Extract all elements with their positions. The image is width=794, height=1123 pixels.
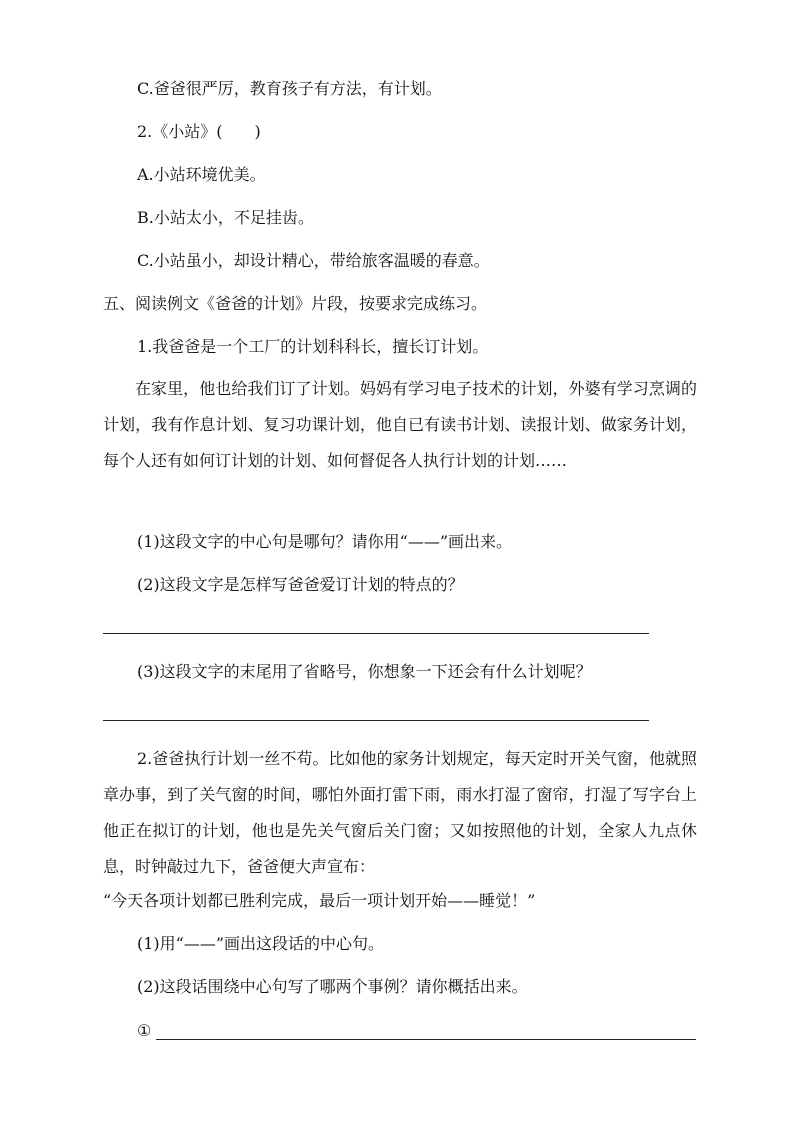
part2-paragraph: 2.爸爸执行计划一丝不苟。比如他的家务计划规定，每天定时开关气窗，他就照章办事，到了关气窗的时间，哪怕外面打雷下雨，雨水打湿了窗帘，打湿了写字台上他正在拟订的计划，他也是先关气窗后关门窗；又如按照他的计划，全家人九点休息，时钟敲过九下，爸爸便大声宣布： xyxy=(103,749,697,876)
part1-question-3: (3)这段文字的末尾用了省略号，你想象一下还会有什么计划呢？ xyxy=(137,662,592,681)
part1-lead-sentence: 1.我爸爸是一个工厂的计划科科长，擅长订计划。 xyxy=(137,337,489,356)
answer-line-q2[interactable] xyxy=(103,633,649,634)
part1-paragraph: 在家里，他也给我们订了计划。妈妈有学习电子技术的计划，外婆有学习烹调的计划，我有作息计划、复习功课计划，他自已有读书计划、读报计划、做家务计划，每个人还有如何订计划的计划、如何督促各人执行计划的计划…… xyxy=(103,379,697,470)
section-five-heading: 五、阅读例文《爸爸的计划》片段，按要求完成练习。 xyxy=(103,294,488,313)
option-c-station: C.小站虽小，却设计精心，带给旅客温暖的春意。 xyxy=(137,251,490,270)
answer-line-q3[interactable] xyxy=(103,720,649,721)
item-2-title: 2.《小站》( ) xyxy=(137,122,261,141)
part2-question-1: (1)用“——”画出这段话的中心句。 xyxy=(137,934,385,953)
answer-line-example-1[interactable] xyxy=(156,1039,696,1040)
part2-question-2: (2)这段话围绕中心句写了哪两个事例？请你概括出来。 xyxy=(137,977,528,996)
part1-question-1: (1)这段文字的中心句是哪句？请你用“——”画出来。 xyxy=(137,532,513,551)
answer-marker-1: ① xyxy=(137,1021,152,1040)
option-c-father: C.爸爸很严厉，教育孩子有方法，有计划。 xyxy=(137,79,442,98)
option-a-station: A.小站环境优美。 xyxy=(137,165,266,184)
part2-quote: “今天各项计划都已胜利完成，最后一项计划开始——睡觉！” xyxy=(103,891,536,910)
part1-question-2: (2)这段文字是怎样写爸爸爱订计划的特点的？ xyxy=(137,575,464,594)
option-b-station: B.小站太小，不足挂齿。 xyxy=(137,208,314,227)
